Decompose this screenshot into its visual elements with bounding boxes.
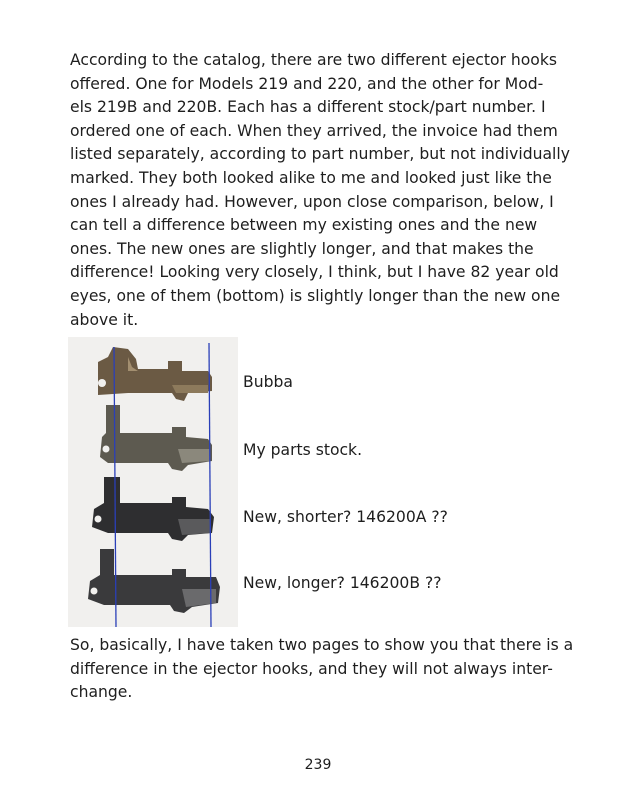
text-line: above it. <box>70 310 139 329</box>
text-line: difference! Looking very closely, I think, but I have 82 year old <box>70 263 559 282</box>
text-line: can tell a difference between my existing ones and the new <box>70 216 538 235</box>
text-line: listed separately, according to part number, but not individually <box>70 145 570 164</box>
text-line: eyes, one of them (bottom) is slightly longer than the new one <box>70 286 561 305</box>
caption-parts-stock: My parts stock. <box>243 441 363 459</box>
text-line: So, basically, I have taken two pages to show you that there is a <box>70 636 574 654</box>
text-line: ones I already had. However, upon close comparison, below, I <box>70 192 554 211</box>
intro-paragraph <box>70 49 570 332</box>
text-line: ones. The new ones are slightly longer, and that makes the <box>70 239 534 258</box>
hook-new-longer <box>88 549 220 613</box>
caption-new-longer: New, longer? 146200B ?? <box>243 574 442 592</box>
text-line: ordered one of each. When they arrived, the invoice had them <box>70 121 558 140</box>
text-line: marked. They both looked alike to me and looked just like the <box>70 168 552 187</box>
conclusion-paragraph <box>70 634 574 705</box>
caption-new-shorter: New, shorter? 146200A ?? <box>243 508 448 526</box>
page-number: 239 <box>304 757 332 773</box>
text-line: According to the catalog, there are two different ejector hooks <box>70 51 557 69</box>
ejector-hooks-photo <box>68 337 238 627</box>
text-line: difference in the ejector hooks, and they will not always inter- <box>70 659 553 678</box>
hook-bubba <box>98 347 212 401</box>
text-line: els 219B and 220B. Each has a different stock/part number. I <box>70 98 546 117</box>
text-line: change. <box>70 683 133 702</box>
hook-new-shorter <box>92 477 214 541</box>
hook-parts-stock <box>100 405 212 471</box>
caption-bubba: Bubba <box>243 373 293 391</box>
text-line: offered. One for Models 219 and 220, and the other for Mod- <box>70 74 544 93</box>
